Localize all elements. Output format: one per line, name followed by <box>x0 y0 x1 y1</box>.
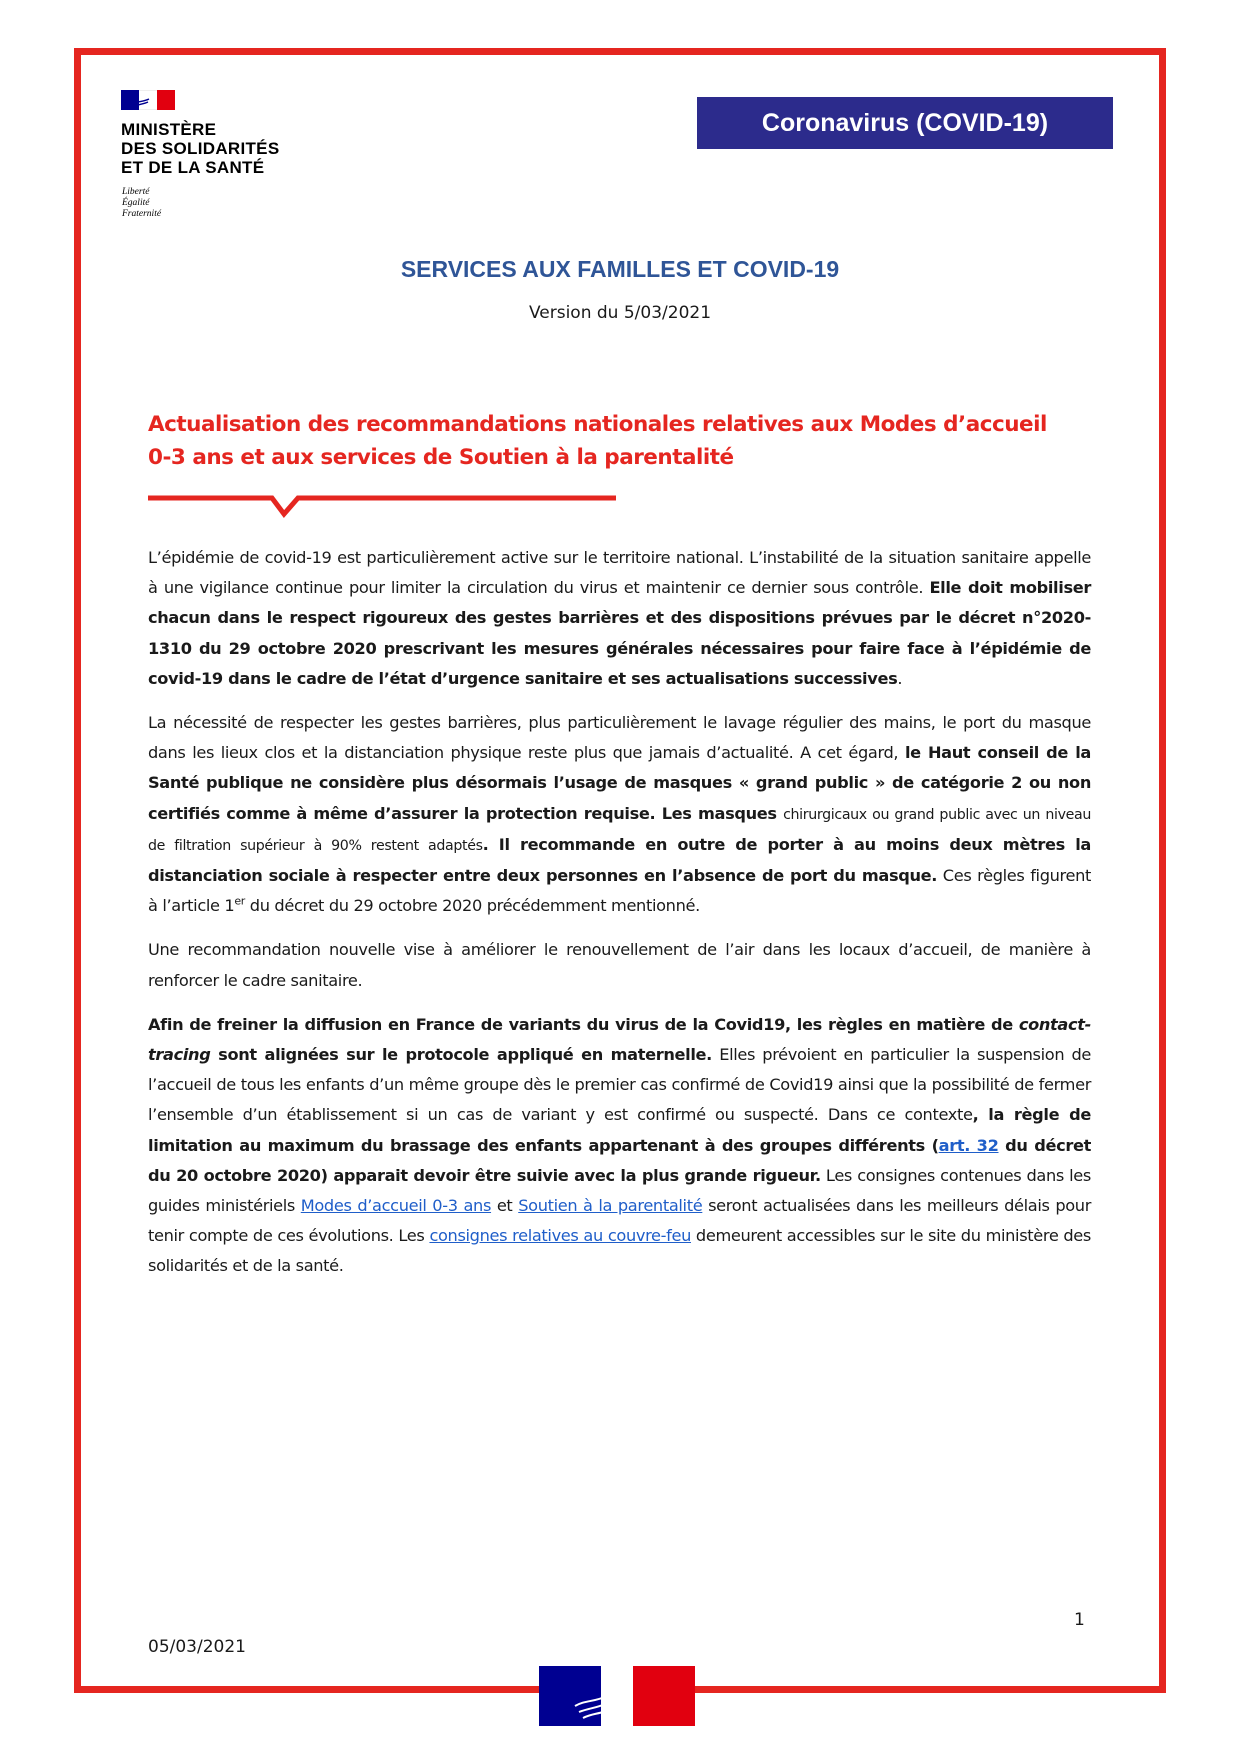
marianne-icon <box>539 1666 695 1726</box>
marianne-icon <box>129 92 159 108</box>
speech-callout-underline <box>148 492 618 522</box>
page-number: 1 <box>1074 1610 1085 1630</box>
paragraph-4: Afin de freiner la diffusion en France de variants du virus de la Covid19, les règles en matière de contact-tracing sont alignées sur le protocole appliqué en maternelle. Elles prévoient en particulier la suspension de l’accueil de tous les enfants d’un même groupe dès le premier cas confirmé de Covid19 ainsi que la possibilité de fermer l’ensemble d’un établissement si un cas de variant y est confirmé ou suspecté. Dans ce contexte, la règle de limitation au maximum du brassage des enfants appartenant à des groupes différents (art. 32 du décret du 20 octobre 2020) apparait devoir être suivie avec la plus grande rigueur. Les consignes contenues dans les guides ministériels Modes d’accueil 0-3 ans et Soutien à la parentalité seront actualisées dans les meilleurs délais pour tenir compte de ces évolutions. Les consignes relatives au couvre-feu demeurent accessibles sur le site du ministère des solidarités et de la santé. <box>148 1014 1092 1276</box>
ministry-name: MINISTÈRE DES SOLIDARITÉS ET DE LA SANTÉ <box>121 120 280 177</box>
section-subtitle: Actualisation des recommandations nationales relatives aux Modes d’accueil 0-3 ans et aux services de Soutien à la parentalité <box>148 412 1047 470</box>
footer-date: 05/03/2021 <box>148 1637 246 1657</box>
document-title: SERVICES AUX FAMILLES ET COVID-19 <box>400 256 840 282</box>
document-version: Version du 5/03/2021 <box>528 303 712 323</box>
republic-footer-logo <box>539 1666 695 1726</box>
paragraph-1: L’épidémie de covid-19 est particulièrement active sur le territoire national. L’instabilité de la situation sanitaire appelle à une vigilance continue pour limiter la circulation du virus et maintenir ce dernier sous contrôle. Elle doit mobiliser chacun dans le respect rigoureux des gestes barrières et des dispositions prévues par le décret n°2020-1310 du 29 octobre 2020 prescrivant les mesures générales nécessaires pour faire face à l’épidémie de covid-19 dans le cadre de l’état d’urgence sanitaire et ses actualisations successives. <box>148 548 1091 688</box>
document-body <box>148 543 1091 1296</box>
link-soutien-parentalite[interactable]: Soutien à la parentalité <box>518 1196 703 1216</box>
republic-motto: Liberté Égalité Fraternité <box>122 187 162 219</box>
paragraph-3: Une recommandation nouvelle vise à améliorer le renouvellement de l’air dans les locaux d’accueil, de manière à renforcer le cadre sanitaire. <box>148 940 1091 990</box>
link-couvre-feu[interactable]: consignes relatives au couvre-feu <box>429 1226 691 1246</box>
paragraph-2: La nécessité de respecter les gestes barrières, plus particulièrement le lavage régulier des mains, le port du masque dans les lieux clos et la distanciation physique reste plus que jamais d’actualité. A cet égard, le Haut conseil de la Santé publique ne considère plus désormais l’usage de masques « grand public » de catégorie 2 ou non certifiés comme à même d’assurer la protection requise. Les masques chirurgicaux ou grand public avec un niveau de filtration supérieur à 90% restent adaptés. Il recommande en outre de porter à au moins deux mètres la distanciation sociale à respecter entre deux personnes en l’absence de port du masque. Ces règles figurent à l’article 1er du décret du 29 octobre 2020 précédemment mentionné. <box>148 713 1092 916</box>
covid-badge: Coronavirus (COVID-19) <box>697 97 1113 149</box>
link-art-32[interactable]: art. 32 <box>938 1135 999 1155</box>
link-modes-accueil[interactable]: Modes d’accueil 0-3 ans <box>300 1196 492 1216</box>
